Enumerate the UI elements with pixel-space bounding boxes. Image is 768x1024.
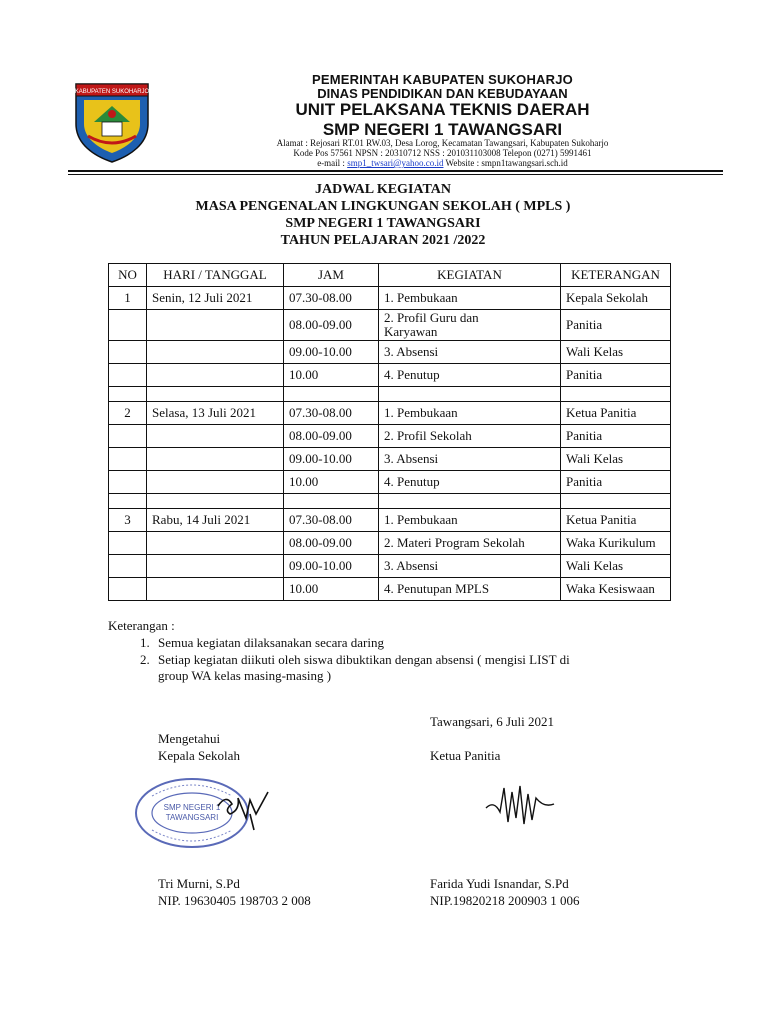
table-row xyxy=(109,402,671,425)
cell-time: 07.30-08.00 xyxy=(284,287,379,310)
cell-no xyxy=(109,555,147,578)
website-text: Website : smpn1tawangsari.sch.id xyxy=(443,158,568,168)
cell-activity: 1. Pembukaan xyxy=(379,402,561,425)
cell-note: Panitia xyxy=(561,471,671,494)
principal-role: Kepala Sekolah xyxy=(158,748,240,763)
cell-activity: 1. Pembukaan xyxy=(379,287,561,310)
table-row xyxy=(109,532,671,555)
cell-time: 07.30-08.00 xyxy=(284,402,379,425)
cell-time: 08.00-09.00 xyxy=(284,532,379,555)
table-row xyxy=(109,578,671,601)
cell-day-date xyxy=(147,364,284,387)
cell-time: 09.00-10.00 xyxy=(284,555,379,578)
notes-heading: Keterangan : xyxy=(108,618,175,633)
cell-time: 10.00 xyxy=(284,471,379,494)
cell-activity xyxy=(379,310,561,341)
table-row xyxy=(109,448,671,471)
document-title: JADWAL KEGIATAN xyxy=(314,182,451,197)
cell-note: Panitia xyxy=(561,310,671,341)
cell-day-date: Rabu, 14 Juli 2021 xyxy=(147,509,284,532)
address-line-2: Kode Pos 57561 NPSN : 20310712 NSS : 201031103008 Telepon (0271) 5991461 xyxy=(293,148,592,158)
principal-nip: NIP. 19630405 198703 2 008 xyxy=(158,893,311,908)
note-text: Semua kegiatan dilaksanakan secara daring xyxy=(158,635,384,650)
cell-activity: 1. Pembukaan xyxy=(379,509,561,532)
cell-activity: 3. Absensi xyxy=(379,341,561,364)
chair-signature xyxy=(480,778,560,838)
cell-text: 2. Profil Guru dan Karyawan xyxy=(384,310,479,339)
note-number: 1. xyxy=(140,635,150,650)
cell-day-date xyxy=(147,578,284,601)
contact-line xyxy=(165,158,720,168)
stamp-line-2: TAWANGSARI xyxy=(165,813,219,822)
principal-signature xyxy=(210,784,280,834)
cell-no: 3 xyxy=(109,509,147,532)
table-row xyxy=(109,364,671,387)
cell-day-date xyxy=(147,448,284,471)
cell-activity xyxy=(379,387,561,402)
cell-activity: 4. Penutup xyxy=(379,364,561,387)
cell-activity: 3. Absensi xyxy=(379,555,561,578)
cell-activity: 2. Profil Sekolah xyxy=(379,425,561,448)
cell-note: Wali Kelas xyxy=(561,555,671,578)
cell-activity: 2. Materi Program Sekolah xyxy=(379,532,561,555)
cell-activity: 4. Penutup xyxy=(379,471,561,494)
cell-day-date xyxy=(147,555,284,578)
cell-time: 07.30-08.00 xyxy=(284,509,379,532)
header-no: NO xyxy=(109,264,147,287)
cell-day-date: Selasa, 13 Juli 2021 xyxy=(147,402,284,425)
note-item xyxy=(140,652,650,668)
header-time: JAM xyxy=(284,264,379,287)
stamp-line-1: SMP NEGERI 1 xyxy=(163,803,221,812)
cell-day-date xyxy=(147,532,284,555)
document-year: TAHUN PELAJARAN 2021 /2022 xyxy=(280,233,486,248)
unit-name: UNIT PELAKSANA TEKNIS DAERAH xyxy=(295,100,590,119)
header-day-date: HARI / TANGGAL xyxy=(147,264,284,287)
cell-time: 10.00 xyxy=(284,578,379,601)
header-note: KETERANGAN xyxy=(561,264,671,287)
cell-note: Waka Kesiswaan xyxy=(561,578,671,601)
chair-name: Farida Yudi Isnandar, S.Pd xyxy=(430,876,569,891)
cell-no xyxy=(109,448,147,471)
document-subtitle: MASA PENGENALAN LINGKUNGAN SEKOLAH ( MPLS ) xyxy=(195,199,571,214)
cell-no xyxy=(109,471,147,494)
note-number: 2. xyxy=(140,652,150,667)
cell-no xyxy=(109,387,147,402)
cell-no xyxy=(109,341,147,364)
cell-day-date xyxy=(147,494,284,509)
document-school: SMP NEGERI 1 TAWANGSARI xyxy=(285,216,481,231)
cell-no: 2 xyxy=(109,402,147,425)
school-name: SMP NEGERI 1 TAWANGSARI xyxy=(322,120,563,139)
table-row xyxy=(109,287,671,310)
chair-nip: NIP.19820218 200903 1 006 xyxy=(430,893,580,908)
cell-note: Panitia xyxy=(561,364,671,387)
cell-no xyxy=(109,578,147,601)
cell-note: Ketua Panitia xyxy=(561,402,671,425)
cell-time: 09.00-10.00 xyxy=(284,448,379,471)
table-header-row xyxy=(109,264,671,287)
address-line-1: Alamat : Rejosari RT.01 RW.03, Desa Lorog, Kecamatan Tawangsari, Kabupaten Sukoharjo xyxy=(276,138,609,148)
note-item xyxy=(140,635,384,651)
header-activity: KEGIATAN xyxy=(379,264,561,287)
school-district-logo xyxy=(72,80,152,164)
cell-day-date xyxy=(147,387,284,402)
table-row xyxy=(109,494,671,509)
letterhead-rule-thick xyxy=(68,170,723,172)
cell-no xyxy=(109,310,147,341)
table-body xyxy=(109,287,671,601)
letterhead-rule-thin xyxy=(68,174,723,175)
cell-day-date xyxy=(147,341,284,364)
table-row xyxy=(109,310,671,341)
schedule-table xyxy=(108,263,671,601)
logo-text: KABUPATEN SUKOHARJO xyxy=(74,89,150,95)
government-name: PEMERINTAH KABUPATEN SUKOHARJO xyxy=(312,72,573,87)
cell-note: Kepala Sekolah xyxy=(561,287,671,310)
cell-activity: 4. Penutupan MPLS xyxy=(379,578,561,601)
email-label: e-mail : xyxy=(317,158,348,168)
cell-time xyxy=(284,387,379,402)
table-row xyxy=(109,509,671,532)
cell-note: Wali Kelas xyxy=(561,341,671,364)
note-text: Setiap kegiatan diikuti oleh siswa dibuktikan dengan absensi ( mengisi LIST di xyxy=(158,652,570,667)
cell-day-date xyxy=(147,425,284,448)
cell-time: 10.00 xyxy=(284,364,379,387)
cell-no: 1 xyxy=(109,287,147,310)
cell-note xyxy=(561,387,671,402)
department-name: DINAS PENDIDIKAN DAN KEBUDAYAAN xyxy=(317,86,568,101)
cell-no xyxy=(109,494,147,509)
cell-day-date xyxy=(147,310,284,341)
table-row xyxy=(109,341,671,364)
cell-day-date: Senin, 12 Juli 2021 xyxy=(147,287,284,310)
table-row xyxy=(109,425,671,448)
cell-activity xyxy=(379,494,561,509)
cell-time: 09.00-10.00 xyxy=(284,341,379,364)
table-row xyxy=(109,387,671,402)
cell-note: Ketua Panitia xyxy=(561,509,671,532)
cell-note xyxy=(561,494,671,509)
place-date: Tawangsari, 6 Juli 2021 xyxy=(430,714,555,729)
cell-note: Panitia xyxy=(561,425,671,448)
cell-time: 08.00-09.00 xyxy=(284,310,379,341)
principal-name: Tri Murni, S.Pd xyxy=(158,876,240,891)
cell-activity: 3. Absensi xyxy=(379,448,561,471)
cell-no xyxy=(109,532,147,555)
email-link[interactable]: smp1_twsari@yahoo.co.id xyxy=(347,158,444,168)
cell-no xyxy=(109,364,147,387)
cell-day-date xyxy=(147,471,284,494)
cell-note: Waka Kurikulum xyxy=(561,532,671,555)
acknowledged-label: Mengetahui xyxy=(158,731,221,746)
cell-note: Wali Kelas xyxy=(561,448,671,471)
note-text-continued: group WA kelas masing-masing ) xyxy=(158,668,332,683)
table-row xyxy=(109,471,671,494)
cell-time: 08.00-09.00 xyxy=(284,425,379,448)
cell-no xyxy=(109,425,147,448)
chair-role: Ketua Panitia xyxy=(430,748,501,763)
table-row xyxy=(109,555,671,578)
cell-time xyxy=(284,494,379,509)
